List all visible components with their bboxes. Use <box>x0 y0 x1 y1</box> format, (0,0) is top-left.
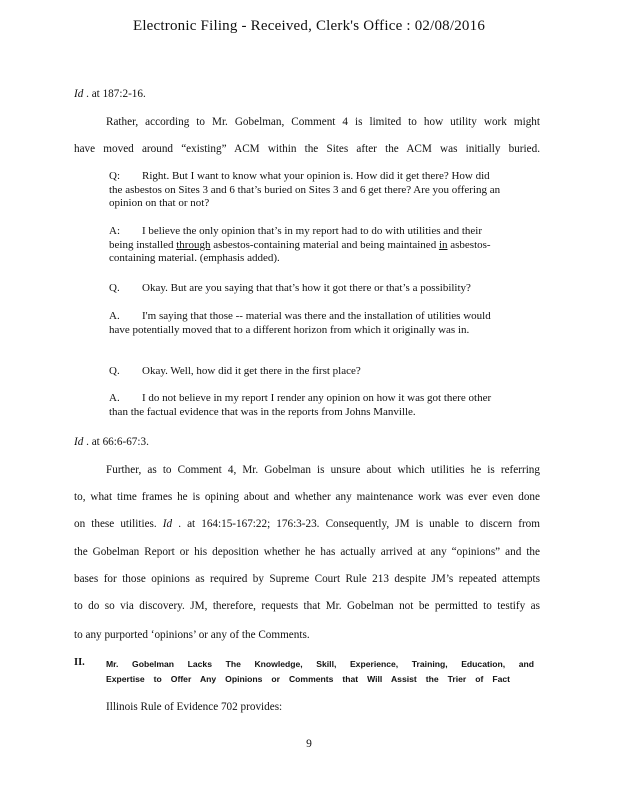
qa-text: Right. But I want to know what your opinion is. How did it get there? How did the asbestos on Sites 3 and 6 that’s buried on Sites 3 and 6 get there? Are you offering an opinion on that or not? <box>109 170 501 209</box>
qa-question-2 <box>109 282 503 296</box>
paragraph-1-line-2: have moved around “existing” ACM within the Sites after the ACM was initially buried. <box>74 143 540 155</box>
qa-question-1 <box>109 170 503 211</box>
section-heading-line-1: Mr. Gobelman Lacks The Knowledge, Skill, Experience, Training, Education, and <box>106 659 534 669</box>
qa-label: Q. <box>109 365 120 377</box>
paragraph-2-line-6: to do so via discovery. JM, therefore, requests that Mr. Gobelman not be permitted to testify as <box>74 600 540 612</box>
qa-answer-1 <box>109 225 503 266</box>
qa-emphasis-through: through <box>176 238 211 251</box>
paragraph-2-text: . at 164:15-167:22; 176:3-23. Consequently, JM is unable to discern from <box>172 518 540 530</box>
qa-label: Q. <box>109 282 120 294</box>
rule-intro: Illinois Rule of Evidence 702 provides: <box>106 701 283 713</box>
qa-label: Q: <box>109 170 120 182</box>
citation-id: Id <box>74 436 84 448</box>
paragraph-2-line-5: bases for those opinions as required by Supreme Court Rule 213 despite JM’s repeated attempts <box>74 573 540 585</box>
citation-id: Id <box>74 88 84 100</box>
citation-text: . at 66:6-67:3. <box>83 436 149 448</box>
qa-text: I believe the only opinion that’s in my report had to do with utilities and their being installed <box>109 225 483 251</box>
qa-label: A: <box>109 225 120 237</box>
qa-emphasis-in: in <box>438 238 448 251</box>
paragraph-2-line-3 <box>74 518 540 530</box>
qa-label: A. <box>109 310 120 322</box>
paragraph-2-line-1: Further, as to Comment 4, Mr. Gobelman is unsure about which utilities he is referring <box>106 464 540 476</box>
qa-text: Okay. But are you saying that that’s how it got there or that’s a possibility? <box>142 282 471 294</box>
qa-text: asbestos-containing material. (emphasis added). <box>109 238 491 264</box>
qa-text: asbestos-containing material and being maintained <box>210 238 439 251</box>
paragraph-2-line-7: to any purported ‘opinions’ or any of the Comments. <box>74 629 310 641</box>
filing-stamp-header: Electronic Filing - Received, Clerk's Office : 02/08/2016 <box>132 18 486 34</box>
citation-line-1 <box>74 87 146 101</box>
qa-text: I do not believe in my report I render any opinion on how it was got there other than the factual evidence that was in the reports from Johns Manville. <box>109 392 492 418</box>
section-numeral: II. <box>74 657 85 668</box>
citation-line-2 <box>74 435 149 449</box>
page-number: 9 <box>306 738 312 750</box>
qa-label: A. <box>109 392 120 404</box>
paragraph-2-line-2: to, what time frames he is opining about and whether any maintenance work was ever even done <box>74 491 540 503</box>
paragraph-2-text: on these utilities. <box>74 518 163 530</box>
section-heading-line-2: Expertise to Offer Any Opinions or Comments that Will Assist the Trier of Fact <box>106 674 510 684</box>
paragraph-2-line-4: the Gobelman Report or his deposition whether he has actually arrived at any “opinions” and the <box>74 546 540 558</box>
qa-text: I'm saying that those -- material was there and the installation of utilities would have potentially moved that to a different horizon from which it originally was in. <box>109 310 491 336</box>
qa-answer-3 <box>109 392 503 419</box>
paragraph-1-line-1: Rather, according to Mr. Gobelman, Comment 4 is limited to how utility work might <box>106 116 540 128</box>
qa-question-3 <box>109 365 503 379</box>
qa-answer-2 <box>109 310 503 337</box>
citation-text: . at 187:2-16. <box>83 88 146 100</box>
qa-text: Okay. Well, how did it get there in the first place? <box>142 365 361 377</box>
citation-id: Id <box>162 518 173 530</box>
